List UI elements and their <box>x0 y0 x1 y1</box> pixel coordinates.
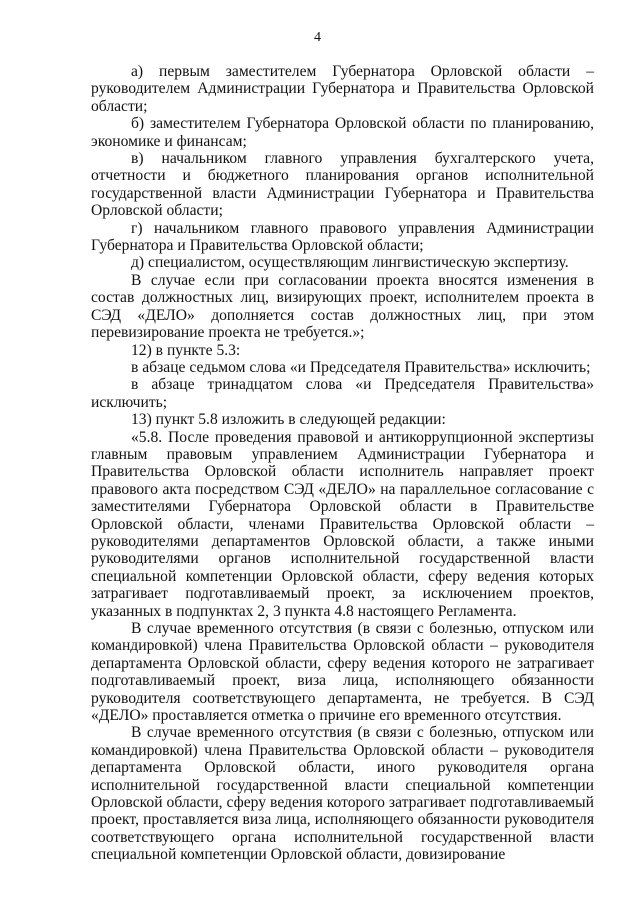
paragraph-d: д) специалистом, осуществляющим лингвистическую экспертизу. <box>131 254 569 272</box>
paragraph-absence-2: В случае временного отсутствия (в связи с болезнью, отпуском или командировкой) члена Правительства Орловской области – руководителя департамента Орловской области, иного руководителя органа исполнительной государственной власти специальной компетенции Орловской области, сферу ведения которого затрагивает подготавливаемый проект, проставляется виза лица, исполняющего обязанности руководителя соответствующего органа исполнительной государственной власти специальной компетенции Орловской области, довизирование <box>91 724 594 864</box>
paragraph-5-8: «5.8. После проведения правовой и антикоррупционной экспертизы главным правовым управлением Администрации Губернатора и Правительства Орловской области исполнитель направляет проект правового акта посредством СЭД «ДЕЛО» на параллельное согласование с заместителями Губернатора Орловской области в Правительстве Орловской области, членами Правительства Орловской области – руководителями департаментов Орловской области, а также иными руководителями органов исполнительной государственной власти специальной компетенции Орловской области, сферу ведения которых затрагивает подготавливаемый проект, за исключением проектов, указанных в подпунктах 2, 3 пункта 4.8 настоящего Регламента. <box>91 428 594 620</box>
paragraph-g: г) начальником главного правового управления Администрации Губернатора и Правительства Орловской области; <box>91 219 594 255</box>
paragraph-abzac-7: в абзаце седьмом слова «и Председателя Правительства» исключить; <box>131 358 591 376</box>
page-number: 4 <box>314 30 321 45</box>
paragraph-b: б) заместителем Губернатора Орловской области по планированию, экономике и финансам; <box>91 115 594 150</box>
paragraph-changes-note: В случае если при согласовании проекта вносятся изменения в состав должностных лиц, визирующих проект, исполнителем проекта в СЭД «ДЕЛО» дополняется состав должностных лиц, при этом перевизирование проекта не требуется.»; <box>91 271 594 342</box>
paragraph-item-13: 13) пункт 5.8 изложить в следующей редакции: <box>131 411 446 429</box>
paragraph-abzac-13: в абзаце тринадцатом слова «и Председателя Правительства» исключить; <box>91 376 594 411</box>
document-body <box>91 63 594 864</box>
paragraph-absence-1: В случае временного отсутствия (в связи с болезнью, отпуском или командировкой) члена Правительства Орловской области – руководителя департамента Орловской области, сферу ведения которого не затрагивает подготавливаемый проект, виза лица, исполняющего обязанности руководителя соответствующего департамента, не требуется. В СЭД «ДЕЛО» проставляется отметка о причине его временного отсутствия. <box>91 620 594 725</box>
paragraph-a: а) первым заместителем Губернатора Орловской области – руководителем Администрации Губернатора и Правительства Орловской области; <box>91 63 594 115</box>
paragraph-v: в) начальником главного управления бухгалтерского учета, отчетности и бюджетного планирования органов исполнительной государственной власти Администрации Губернатора и Правительства Орловской области; <box>91 150 594 220</box>
paragraph-item-12: 12) в пункте 5.3: <box>131 341 241 359</box>
